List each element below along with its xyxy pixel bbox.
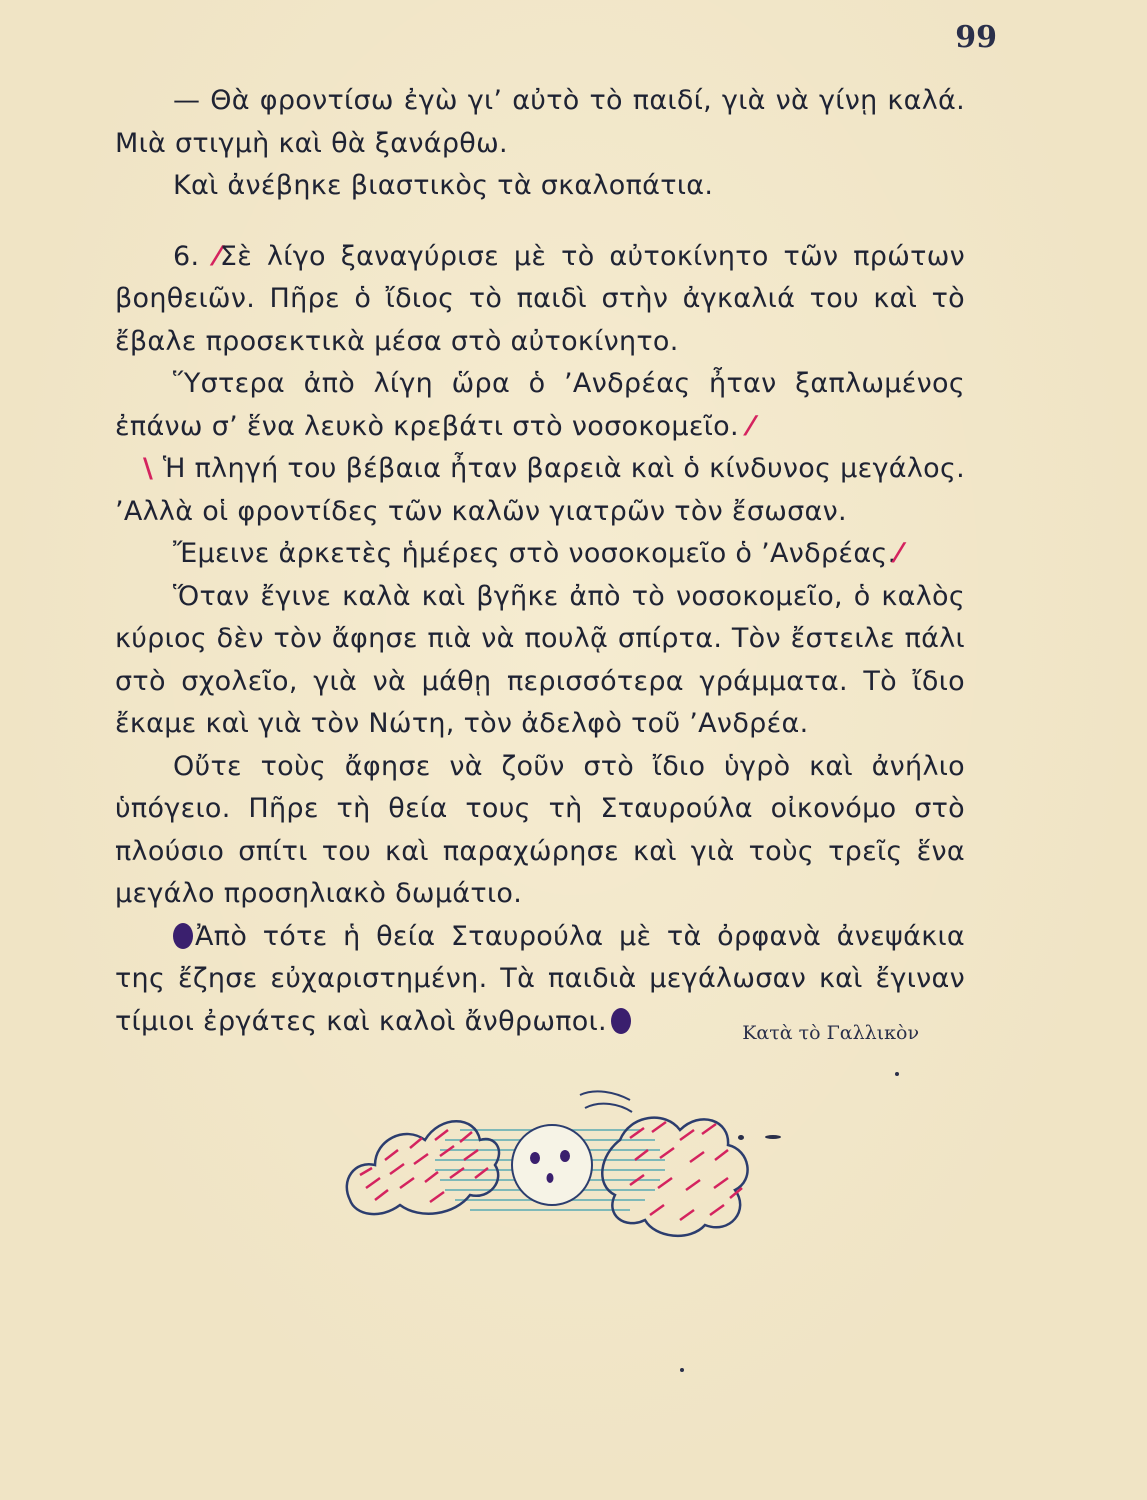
paragraph-5 [115,448,965,533]
paragraph-1: — Θὰ φροντίσω ἐγὼ γι’ αὐτὸ τὸ παιδί, γιὰ νὰ γίνῃ καλά. Μιὰ στιγμὴ καὶ θὰ ξανάρθω. [115,85,965,159]
ink-blot-mark [173,923,193,949]
paragraph-3 [115,236,965,364]
ink-speck [680,1368,684,1372]
page-number: 99 [955,20,997,55]
red-pencil-mark: \ [143,453,163,484]
paragraph-8: Οὔτε τοὺς ἄφησε νὰ ζοῦν στὸ ἴδιο ὑγρὸ καὶ ἀνήλιο ὑπόγειο. Πῆρε τὴ θεία τους τὴ Σταυρούλα οἰκονόμο στὸ πλούσιο σπίτι του καὶ παραχώρησε καὶ γιὰ τοὺς τρεῖς ἕνα μεγάλο προσηλιακὸ δωμάτιο. [115,750,965,909]
paragraph-2: Καὶ ἀνέβηκε βιαστικὸς τὰ σκαλοπάτια. [173,170,714,201]
paragraph-6-text: Ἔμεινε ἀρκετὲς ἡμέρες στὸ νοσοκομεῖο ὁ ’Ανδρέας. [173,538,897,569]
paragraph-7: Ὅταν ἔγινε καλὰ καὶ βγῆκε ἀπὸ τὸ νοσοκομεῖο, ὁ καλὸς κύριος δὲν τὸν ἄφησε πιὰ νὰ πουλᾷ σπίρτα. Τὸν ἔστειλε πάλι στὸ σχολεῖο, γιὰ νὰ μάθῃ περισσότερα γράμματα. Τὸ ἴδιο ἔκαμε καὶ γιὰ τὸν Νώτη, τὸν ἀδελφὸ τοῦ ’Ανδρέα. [115,580,965,739]
attribution: Κατὰ τὸ Γαλλικὸν [742,1022,919,1044]
ink-speck [765,1135,781,1139]
paragraph-5-text: Ἡ πληγή του βέβαια ἦταν βαρειὰ καὶ ὁ κίνδυνος μεγάλος. ’Αλλὰ οἱ φροντίδες τῶν καλῶν γιατρῶν τὸν ἔσωσαν. [115,453,966,527]
red-pencil-mark: ⁄ [738,410,754,442]
story-text [115,80,965,1043]
ink-speck [738,1135,744,1140]
paragraph-3-text: Σὲ λίγο ξαναγύρισε μὲ τὸ αὐτοκίνητο τῶν πρώτων βοηθειῶν. Πῆρε ὁ ἴδιος τὸ παιδὶ στὴν ἀγκαλιά του καὶ τὸ ἔβαλε προσεκτικὰ μέσα στὸ αὐτοκίνητο. [115,240,965,357]
wind-strokes [580,1091,632,1112]
right-cloud-icon [602,1118,747,1236]
red-pencil-mark: ⁄ [199,240,220,272]
sun-and-clouds-vignette [330,1070,770,1250]
paragraph-4-text: Ὕστερα ἀπὸ λίγη ὥρα ὁ ’Ανδρέας ἦταν ξαπλωμένος ἐπάνω σ’ ἕνα λευκὸ κρεβάτι στὸ νοσοκομεῖο. [115,368,965,442]
paragraph-9-text: Ἀπὸ τότε ἡ θεία Σταυρούλα μὲ τὰ ὀρφανὰ ἀνεψάκια της ἔζησε εὐχαριστημένη. Τὰ παιδιὰ μεγάλωσαν καὶ ἔγιναν τίμιοι ἐργάτες καὶ καλοὶ ἄνθρωποι. [115,920,965,1037]
paragraph-4 [115,363,965,448]
paragraph-6 [115,533,965,576]
ink-blot-mark [611,1008,631,1034]
sun-icon [512,1125,592,1205]
ink-speck [895,1072,899,1076]
section-number: 6. [173,240,200,272]
red-pencil-mark: ⁄ [896,538,902,569]
